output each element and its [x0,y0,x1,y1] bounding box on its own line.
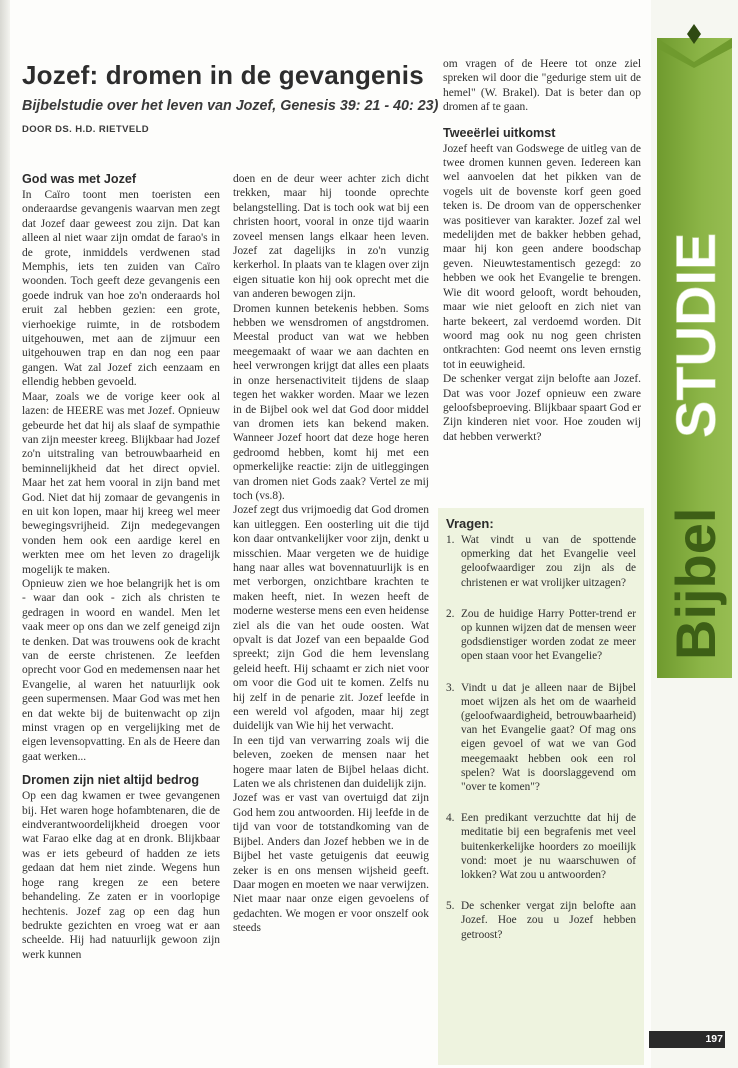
section-heading-god-was-met-jozef: God was met Jozef [22,172,137,186]
section-branding [651,0,738,1068]
paragraph: doen en de deur weer achter zich dicht trekken, maar hij toonde oprechte belangstelling. Dat is toch ook wat bij een christen hoort, vooral in onze tijd waarin zoveel mensen langs elkaar heen leven. Jozef zat dagelijks in zo'n vunzig kerkerhol. In plaats van te klagen over zijn eigen situatie kon hij ook oprecht met die van anderen bewogen zijn. [233,173,429,301]
paragraph: Jozef was er vast van overtuigd dat zijn God hem zou antwoorden. Hij leefde in de tijd van voor de totstandkoming van de Bijbel. Anders dan Jozef hebben we in de Bijbel het vaste getuigenis dat eeuwig zeker is en ons mensen wijsheid geeft. Daar mogen en moeten we naar verwijzen. Niet maar naar onze eigen gevoelens of gedachten. We mogen er voor onszelf ook steeds [233,792,429,935]
text-column-2 [233,172,429,936]
question-text: Wat vindt u van de spottende opmerking dat het Evangelie veel geloofwaardiger zou zijn als de christenen er wat vrolijker uitzagen? [461,534,636,589]
article-byline [22,124,149,135]
wordmark-part-bijbel: Bijbel [664,507,727,660]
paragraph: Op een dag kwamen er twee gevangenen bij. Het waren hoge hofambtenaren, die de eindverantwoordelijkheid droegen voor wat Farao elke dag at en dronk. Blijkbaar was er iets gebeurd of hadden ze iets gedaan dat hem niet zinde. Wegens hun hoge rang kregen ze een betere behandeling. Ze zaten er in voorlopige hechtenis. Jozef zag op een dag hun bedrukte gezichten en vroeg wat er aan scheelde. Hij had natuurlijk gewoon zijn werk kunnen [22,790,220,961]
paragraph: Dromen kunnen betekenis hebben. Soms hebben we wensdromen of angstdromen. Meestal product van wat we hebben meegemaakt of waar we aan dachten en heel verwrongen krijgt dat alles een plaats in onze hersenactiviteit tijdens de slaap tegen het wakker worden. Maar we lezen in de Bijbel ook wel dat God door middel van dromen iets kan bekend maken. Wanneer Jozef hoort dat deze hoge heren gedroomd hebben, komt hij met een opmerkelijke reactie: zijn de uitleggingen van dromen niet Gods zaak? Vertel ze mij toch (vs.8). [233,302,429,502]
text-column-3 [443,57,641,444]
questions-box [438,508,644,1065]
section-heading-tweeerlei-uitkomst: Tweeërlei uitkomst [443,125,556,140]
page-number: 197 [705,1033,723,1045]
question-item [446,811,636,882]
question-number: 1. [446,534,455,546]
question-text: De schenker vergat zijn belofte aan Jozef. Hoe zou u Jozef hebben getroost? [461,900,636,941]
question-number: 5. [446,900,455,913]
question-text: Zou de huidige Harry Potter-trend er op kunnen wijzen dat de mensen weer godsdienstiger worden zodat ze meer open staan voor het Evangelie? [461,607,636,663]
article-title: Jozef: dromen in de gevangenis [22,60,424,90]
question-item [446,899,636,942]
open-book-icon [657,20,732,68]
question-text: Een predikant verzuchtte dat hij de meditatie bij een begrafenis met veel buitenkerkelijke hoorders zo moeilijk vond: moet je nu waarschuwen of lokken? Wat zou u antwoorden? [461,812,636,882]
byline-text: DOOR DS. H.D. RIETVELD [22,124,150,135]
text-column-1 [22,172,220,962]
question-number: 4. [446,812,455,825]
question-item [446,681,636,795]
paragraph: Jozef heeft van Godswege de uitleg van de twee dromen kunnen geven. Iedereen kan wel aanvoelen dat het pikken van de vogels uit de bovenste korf geen goed teken is. De droom van de opperschenker was positiever van karakter. Jozef zal wel medelijden met de bakker hebben gehad, maar hij kon geen andere boodschap geven. Nieuwtestamentisch gezegd: zo hebben we ook het Evangelie te brengen. Wie dit woord gelooft, wordt behouden, maar wie niet gelooft en zich niet van harte bekeert, zal verdoemd worden. Dit woord mag ook nu nog geen christen ontkrachten: God neemt ons leven ernstig tot in eeuwigheid. [443,142,641,371]
bijbelstudie-wordmark [659,85,731,670]
question-number: 3. [446,681,455,694]
question-item [446,607,636,664]
paragraph: Jozef zegt dus vrijmoedig dat God dromen kan uitleggen. Een oosterling uit die tijd kon daar ontvankelijker voor zijn, denkt u misschien. Maar vergeten we de huidige hang naar alles wat bovennatuurlijk is en met verborgen, onzichtbare krachten te maken heeft, niet. In wezen heeft de moderne westerse mens een even heidense ziel als die van het oude oosten. Wat opvalt is dat Jozef van een bepaalde God spreekt; zijn God die hem levenslang geleid heeft. Hij schaamt er zich niet voor om voor die God uit te komen. Zelfs nu hij zelf in de penarie zit. Jozef leefde in een wereld vol afgoden, maar hij zegt duidelijk van Wie hij het verwacht. [233,504,429,733]
paragraph: In Caïro toont men toeristen een onderaardse gevangenis waarvan men zegt dat Jozef daar geweest zou zijn. Dat kan alleen al niet waar zijn omdat de farao's in de grote, inmiddels verdwenen stad Memphis, iets ten zuiden van Caïro woonden. Toch geeft deze gevangenis een goede indruk van hoe zo'n onderaards hol eruit zal hebben gezien: een grote, vierhoekige ruimte, in de rotsbodem uitgehouwen, met aan de zijmuur een uitgehouwen trap en dan nog een paar gangen. Wat zal Jozef zich eenzaam en ellendig hebben gevoeld. [22,189,220,389]
paragraph: De schenker vergat zijn belofte aan Jozef. Dat was voor Jozef opnieuw een zware geloofsbeproeving. Blijkbaar spaart God er Zijn kinderen niet voor. Hoe zouden wij dat hebben verwerkt? [443,373,641,443]
wordmark-part-studie: STUDIE [664,232,727,438]
paragraph: Opnieuw zien we hoe belangrijk het is om - waar dan ook - zich als christen te gedragen in woord en wandel. Men let vaak meer op ons dan we zelf geneigd zijn te denken. Dat was trouwens ook de kracht van de eerste christenen. Ze leefden oprecht voor God en medemensen naar het Evangelie, al waren het natuurlijk ook geen supermensen. Maar God was met hen en dat wekte bij de buitenwacht op zijn minst vragen op en vergelijking met de eigen levensopvatting. En als de Heere dan gaat werken... [22,577,220,763]
paragraph: om vragen of de Heere tot onze ziel spreken wil door die "gedurige stem uit de hemel" (W. Brakel). Dat is beter dan op dromen af te gaan. [443,58,641,114]
section-heading-dromen: Dromen zijn niet altijd bedrog [22,773,200,788]
questions-heading: Vragen: [446,516,494,531]
article-subtitle: Bijbelstudie over het leven van Jozef, Genesis 39: 21 - 40: 23) [22,98,439,114]
question-text: Vindt u dat je alleen naar de Bijbel moet wijzen als het om de waarheid (geloofwaardigheid, betrouwbaarheid) van het Evangelie gaat? Of mag ons eigen gevoel of wat we van God meegemaakt hebben ook een rol spelen? Wat is doorslaggevend om "over te komen"? [461,681,636,794]
question-item [446,533,636,590]
paragraph: Maar, zoals we de vorige keer ook al lazen: de HEERE was met Jozef. Opnieuw gebeurde het dat hij als slaaf de sympathie van zijn meester kreeg. Blijkbaar had Jozef zo'n uitstraling van betrouwbaarheid en beminnelijkheid dat het direct opviel. Maar het zat hem vooral in zijn band met God. Niet dat hij zomaar de gevangenis in en uit kon lopen, maar hij kreeg wel meer bewegingsvrijheid. Zijn medegevangen vonden hem ook een aardige kerel en werkten mee om het leven zo dragelijk mogelijk te maken. [22,390,220,576]
question-number: 2. [446,607,455,620]
paragraph: In een tijd van verwarring zoals wij die beleven, zoeken de mensen naar het hogere maar laten de Bijbel helaas dicht. Laten we als christenen dan duidelijk zijn. [233,734,429,791]
page-binding-shadow [0,0,10,1068]
